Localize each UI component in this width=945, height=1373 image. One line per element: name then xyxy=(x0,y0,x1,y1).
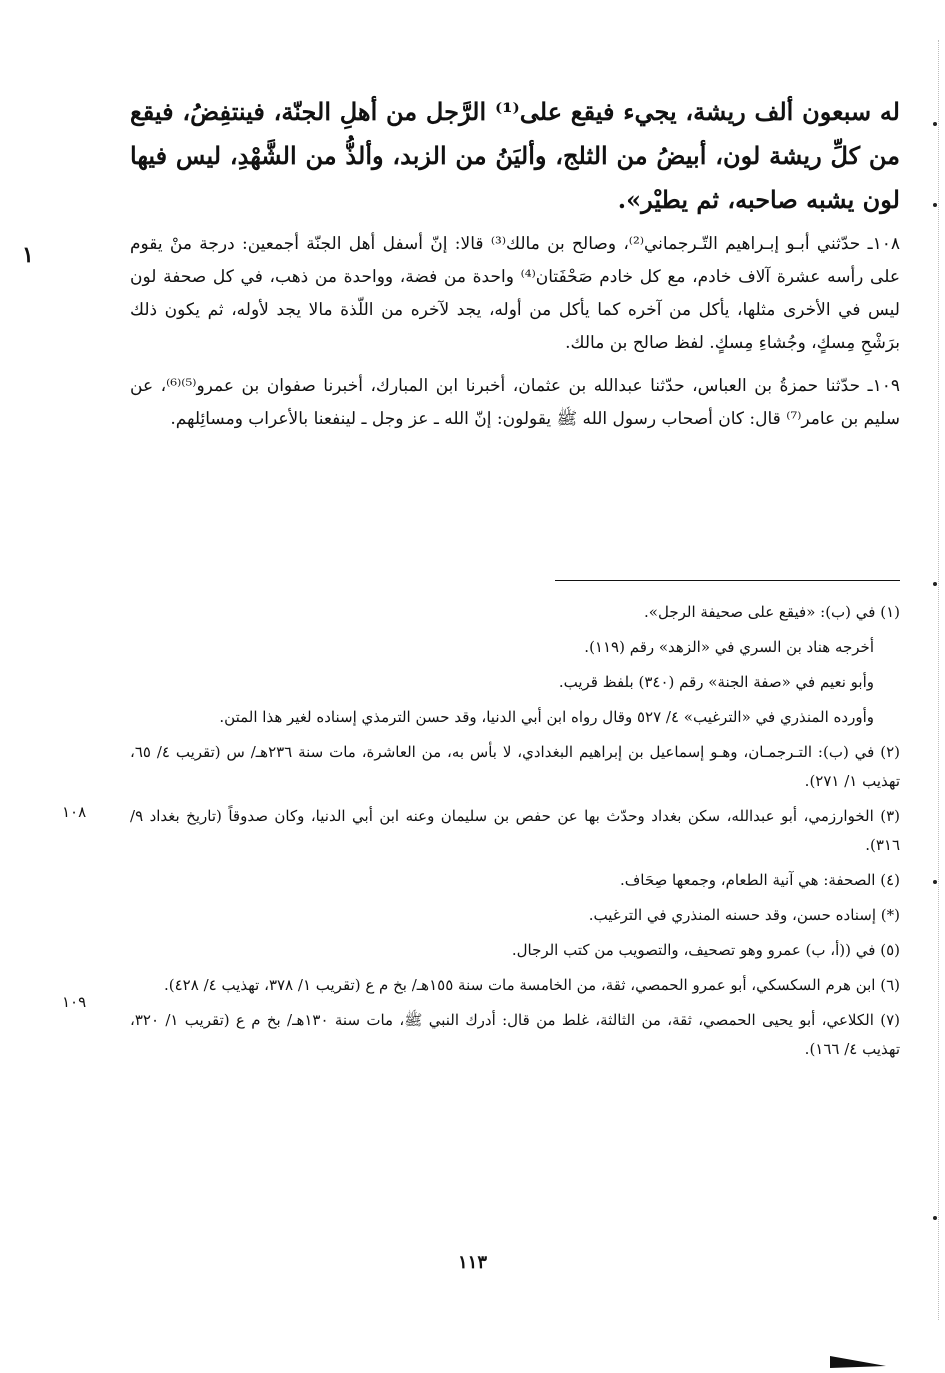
hadith-108: ١٠٨ـ حدّثني أبـو إبـراهيم التّـرجماني⁽²⁾، وصالح بن مالك⁽³⁾ قالا: إنّ أسفل أهل الجنّة أجمعين: درجة منْ يقوم على رأسه عشرة آلاف خادم، مع كل خادم صَحْفَتان⁽⁴⁾ واحدة من فضة، وواحدة من ذهب، في كل صحفة لون ليس في الأخرى مثلها، يأكل من آخره كما يأكل من أوله، يجد لآخره من اللّذة مالا يجد لأوله، ثم يكون ذلك برَشْحِ مِسكٍ، وجُشاءِ مِسكٍ. لفظ صالح بن مالك. xyxy=(130,234,900,353)
footnote-1: (١) في (ب): «فيقع على صحيفة الرجل». xyxy=(644,603,900,621)
footnotes-block xyxy=(130,598,900,1070)
footnote-star: (*) إسناده حسن، وقد حسنه المنذري في الترغيب. xyxy=(588,906,900,924)
footnote-1-source-c: وأورده المنذري في «الترغيب» ٤/ ٥٢٧ وقال رواه ابن أبي الدنيا، وقد حسن الترمذي إسناده لغير هذا المتن. xyxy=(219,708,874,726)
main-text-block xyxy=(130,90,900,436)
margin-mark: ١ xyxy=(22,242,34,268)
footnote-7: (٧) الكلاعي، أبو يحيى الحمصي، ثقة، من الثالثة، غلط من قال: أدرك النبي ﷺ، مات سنة ١٣٠هـ/ بخ م ع (تقريب ١/ ٣٢٠، تهذيب ٤/ ١٦٦). xyxy=(130,1011,900,1058)
margin-number-109: ١٠٩ xyxy=(62,993,87,1011)
page-number: ١١٣ xyxy=(457,1252,487,1273)
hadith-109: ١٠٩ـ حدّثنا حمزةُ بن العباس، حدّثنا عبدالله بن عثمان، أخبرنا ابن المبارك، أخبرنا صفوان بن عمرو⁽⁵⁾⁽⁶⁾، عن سليم بن عامر⁽⁷⁾ قال: كان أصحاب رسول الله ﷺ يقولون: إنّ الله ـ عز وجل ـ لينفعنا بالأعراب ومسائِلهم. xyxy=(130,376,900,429)
hadith-107-ending: له سبعون ألف ريشة، يجيء فيقع على⁽¹⁾ الرَّجل من أهلِ الجنّة، فينتفِضُ، فيقع من كلِّ ريشة لون، أبيضُ من الثلج، وأليَنُ من الزبد، وألذُّ من الشَّهْدِ، ليس فيها لون يشبه صاحبه، ثم يطيْر». xyxy=(130,97,900,214)
footnote-1-source-b: وأبو نعيم في «صفة الجنة» رقم (٣٤٠) بلفظ قريب. xyxy=(558,673,874,691)
footnote-1-source-a: أخرجه هناد بن السري في «الزهد» رقم (١١٩). xyxy=(584,638,874,656)
margin-dot xyxy=(933,122,937,126)
margin-dot xyxy=(933,880,937,884)
footnote-2: (٢) في (ب): التـرجمـان، وهـو إسماعيل بن إبراهيم البغدادي، لا بأس به، من العاشرة، مات سنة ٢٣٦هـ/ س (تقريب ٤/ ٦٥، تهذيب ١/ ٢٧١). xyxy=(130,743,901,790)
margin-dot xyxy=(933,1216,937,1220)
margin-dot xyxy=(933,203,937,207)
corner-arrow-icon xyxy=(830,1352,886,1370)
margin-number-108: ١٠٨ xyxy=(62,803,87,821)
footnote-separator xyxy=(555,580,900,581)
footnote-5: (٥) في ((أ، ب) عمرو وهو تصحيف، والتصويب من كتب الرجال. xyxy=(511,941,900,959)
footnote-4: (٤) الصحفة: هي آنية الطعام، وجمعها صِحَاف. xyxy=(619,871,900,889)
binding-edge xyxy=(938,40,941,1320)
footnote-6: (٦) ابن هرم السكسكي، أبو عمرو الحمصي، ثقة، من الخامسة مات سنة ١٥٥هـ/ بخ م ع (تقريب ١/ ٣٧٨، تهذيب ٤/ ٤٢٨). xyxy=(164,976,900,994)
margin-dot xyxy=(933,582,937,586)
footnote-3: (٣) الخوارزمي، أبو عبدالله، سكن بغداد وحدّث بها عن حفص بن سليمان وعنه ابن أبي الدنيا، وكان صدوقاً (تاريخ بغداد ٩/ ٣١٦). xyxy=(130,807,900,854)
